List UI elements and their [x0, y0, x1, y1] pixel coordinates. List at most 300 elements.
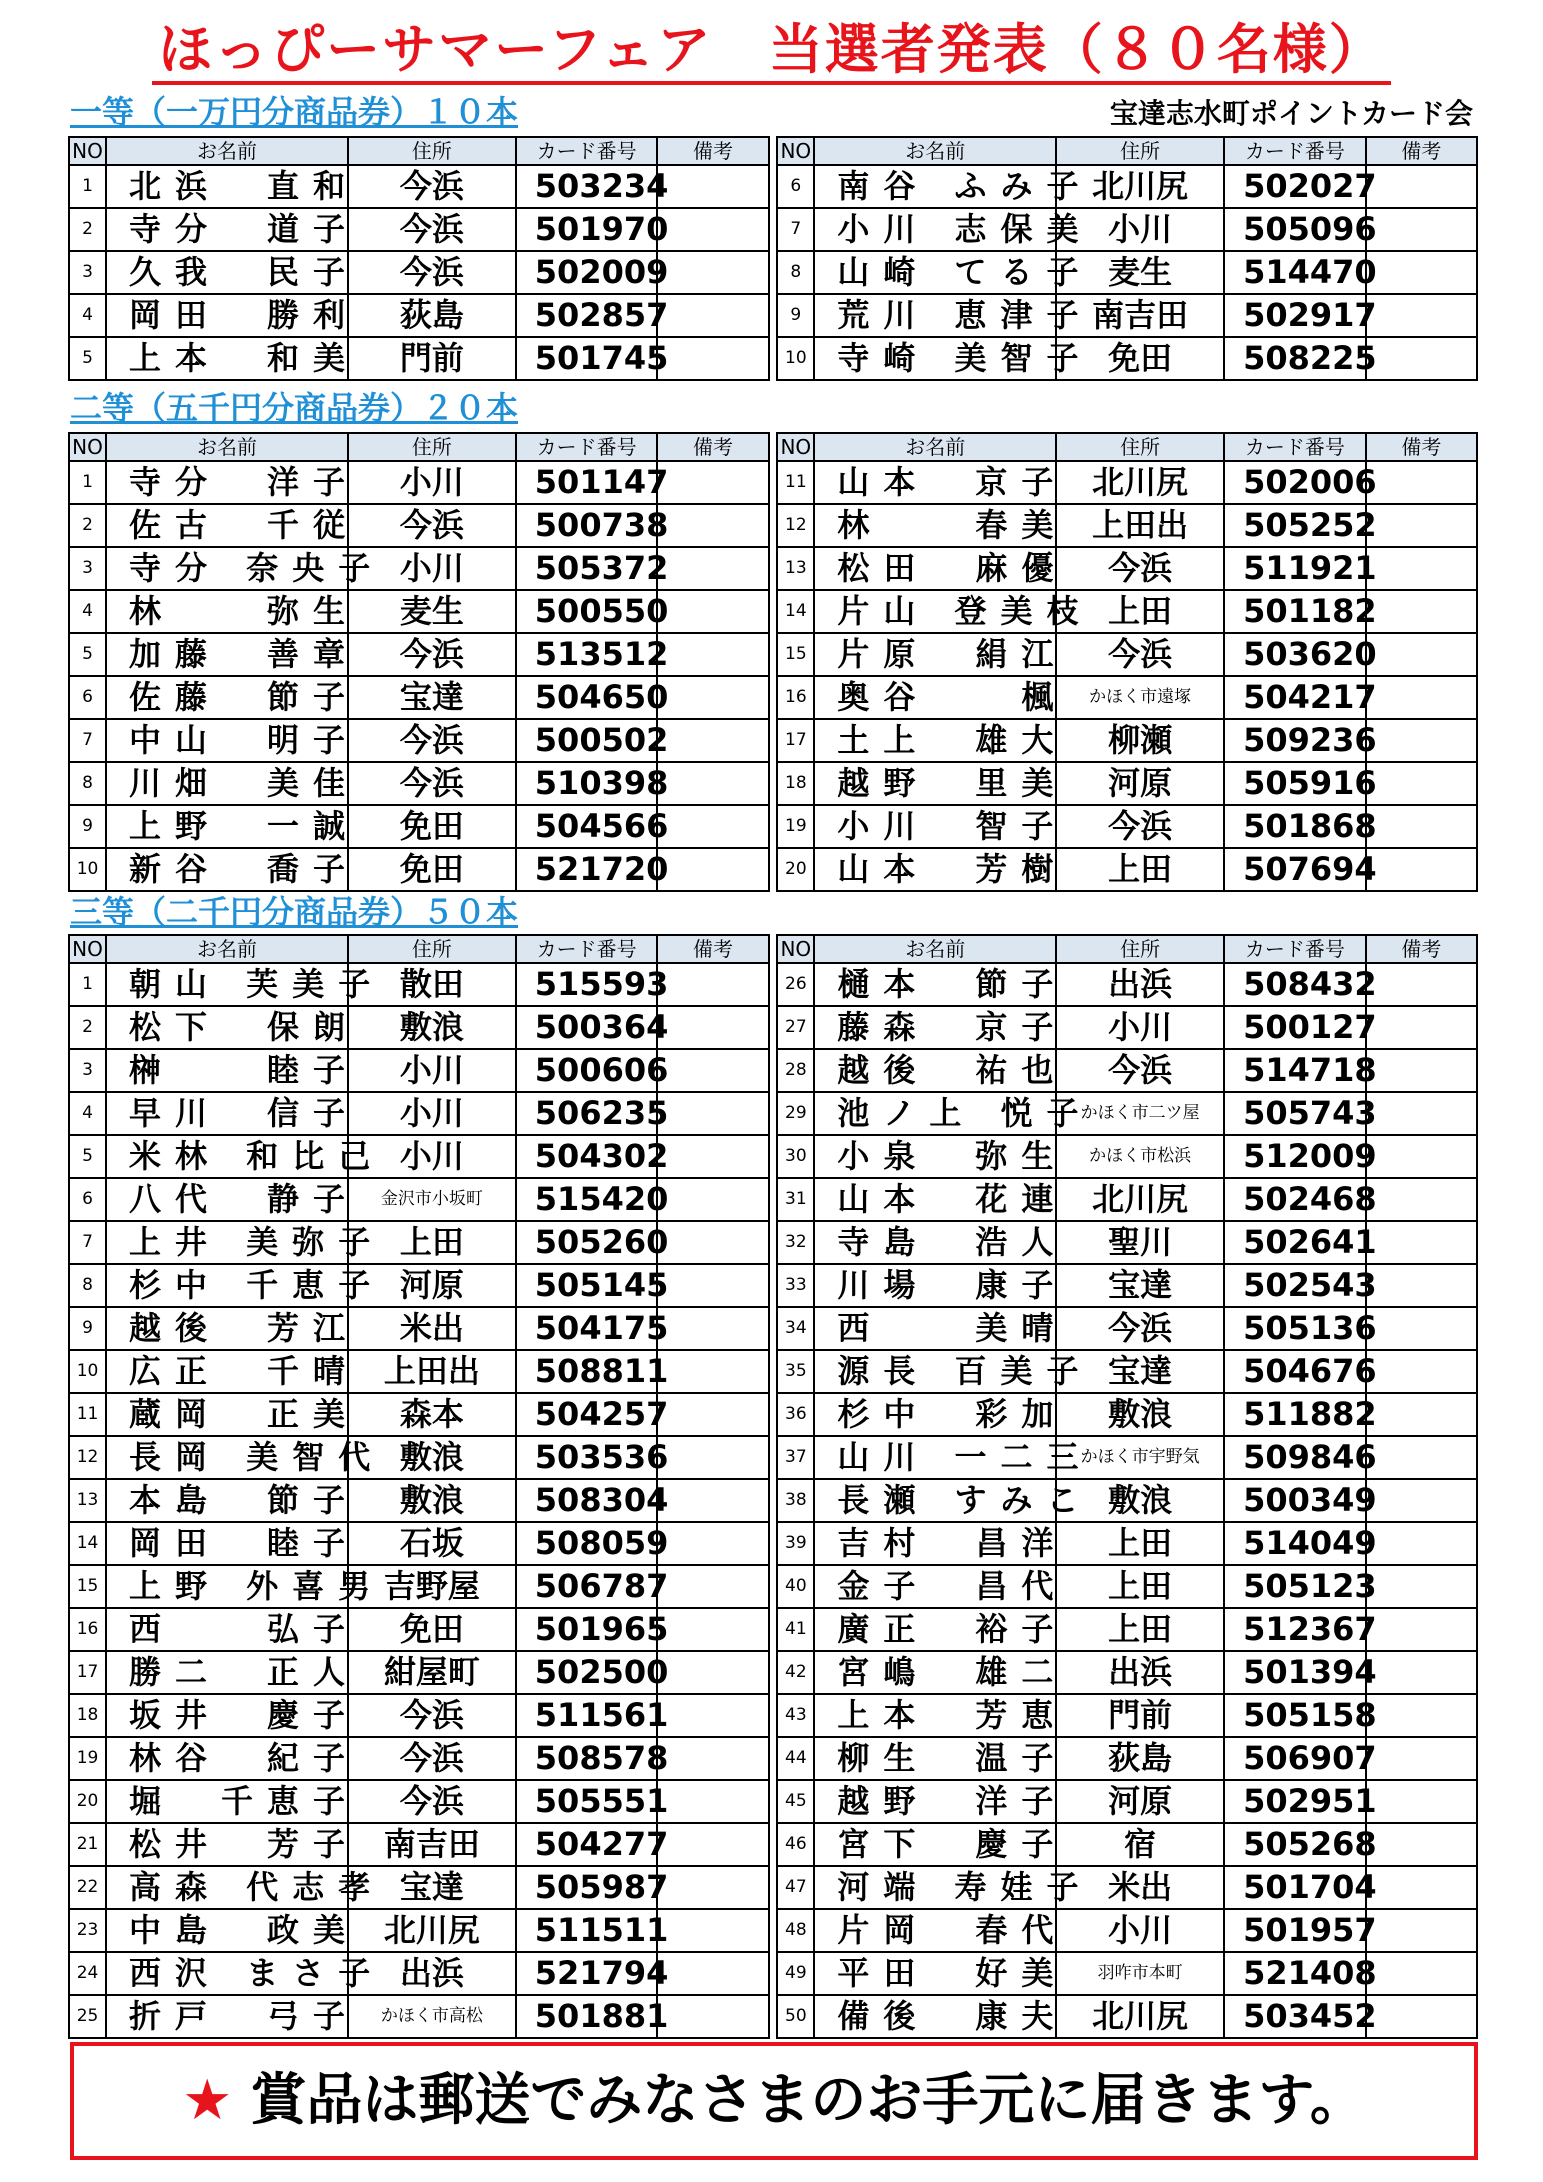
winner-note — [1366, 719, 1477, 762]
winner-note — [1366, 1952, 1477, 1995]
winner-address: 上田 — [1056, 1522, 1224, 1565]
table-row — [69, 762, 1477, 805]
winner-number: 33 — [777, 1264, 814, 1307]
winner-number: 44 — [777, 1737, 814, 1780]
winner-name: 佐藤 節子 — [106, 676, 348, 719]
winner-address: 門前 — [1056, 1694, 1224, 1737]
winner-name: 中島 政美 — [106, 1909, 348, 1952]
winner-name: 寺分 洋子 — [106, 461, 348, 504]
table-row — [69, 1780, 1477, 1823]
winner-note — [657, 1694, 768, 1737]
header-card: カード番号 — [516, 935, 658, 963]
winner-name: 松下 保朗 — [106, 1006, 348, 1049]
winner-address: 免田 — [1056, 337, 1224, 380]
winner-card-number: 511921 — [1224, 547, 1366, 590]
winner-number: 42 — [777, 1651, 814, 1694]
table-row — [69, 1350, 1477, 1393]
winner-card-number: 501147 — [516, 461, 658, 504]
winner-number: 20 — [777, 848, 814, 891]
winner-card-number: 505145 — [516, 1264, 658, 1307]
winner-address: 今浜 — [1056, 1307, 1224, 1350]
winner-name: 岡田 勝利 — [106, 294, 348, 337]
table-row — [69, 676, 1477, 719]
column-gap — [769, 1307, 778, 1350]
winner-address: 小川 — [348, 1135, 516, 1178]
delivery-notice — [70, 2042, 1478, 2160]
winner-address: 今浜 — [348, 165, 516, 208]
winner-note — [657, 1092, 768, 1135]
winner-number: 4 — [69, 294, 106, 337]
winner-name: 林 弥生 — [106, 590, 348, 633]
winner-number: 12 — [69, 1436, 106, 1479]
winner-card-number: 502917 — [1224, 294, 1366, 337]
winner-card-number: 505158 — [1224, 1694, 1366, 1737]
winner-note — [657, 1823, 768, 1866]
winner-card-number: 501965 — [516, 1608, 658, 1651]
winner-address: 今浜 — [348, 208, 516, 251]
winner-address: 荻島 — [348, 294, 516, 337]
winner-number: 3 — [69, 251, 106, 294]
table-row — [69, 805, 1477, 848]
header-no: NO — [777, 433, 814, 461]
winner-name: 河端 寿娃子 — [814, 1866, 1056, 1909]
winner-name: 奥谷 楓 — [814, 676, 1056, 719]
winner-note — [1366, 1866, 1477, 1909]
winner-address: 石坂 — [348, 1522, 516, 1565]
header-address: 住所 — [348, 433, 516, 461]
column-gap — [769, 461, 778, 504]
table-row — [69, 1995, 1477, 2038]
winner-address: 敷浪 — [1056, 1479, 1224, 1522]
winner-note — [657, 1952, 768, 1995]
winner-number: 1 — [69, 165, 106, 208]
header-no: NO — [777, 137, 814, 165]
winner-address: 敷浪 — [1056, 1393, 1224, 1436]
winner-name: 川畑 美佳 — [106, 762, 348, 805]
column-gap — [769, 1608, 778, 1651]
winner-name: 八代 静子 — [106, 1178, 348, 1221]
winner-address: 今浜 — [348, 504, 516, 547]
winner-note — [657, 461, 768, 504]
winner-card-number: 501868 — [1224, 805, 1366, 848]
winner-number: 46 — [777, 1823, 814, 1866]
winner-card-number: 505987 — [516, 1866, 658, 1909]
table-row — [69, 1522, 1477, 1565]
winner-number: 2 — [69, 1006, 106, 1049]
winner-number: 24 — [69, 1952, 106, 1995]
winner-address: 免田 — [348, 848, 516, 891]
winner-address: 米出 — [348, 1307, 516, 1350]
winner-address: 小川 — [1056, 1006, 1224, 1049]
header-address: 住所 — [1056, 935, 1224, 963]
winner-note — [1366, 1264, 1477, 1307]
winner-number: 5 — [69, 337, 106, 380]
winner-card-number: 505260 — [516, 1221, 658, 1264]
winner-name: 杉中 彩加 — [814, 1393, 1056, 1436]
section-heading-second-prize: 二等（五千円分商品券）２０本 — [70, 389, 519, 427]
winner-number: 27 — [777, 1006, 814, 1049]
winner-name: 岡田 睦子 — [106, 1522, 348, 1565]
column-gap — [769, 590, 778, 633]
winner-number: 8 — [69, 1264, 106, 1307]
column-gap — [769, 1479, 778, 1522]
table-row — [69, 547, 1477, 590]
winner-note — [1366, 504, 1477, 547]
winner-address: 敷浪 — [348, 1479, 516, 1522]
winner-name: 上井 美弥子 — [106, 1221, 348, 1264]
winner-note — [657, 1178, 768, 1221]
winner-address: 荻島 — [1056, 1737, 1224, 1780]
winner-number: 9 — [69, 805, 106, 848]
column-gap — [769, 963, 778, 1006]
winner-name: 南谷 ふみ子 — [814, 165, 1056, 208]
winner-card-number: 500606 — [516, 1049, 658, 1092]
winner-note — [1366, 848, 1477, 891]
winner-card-number: 514470 — [1224, 251, 1366, 294]
header-name: お名前 — [106, 935, 348, 963]
winner-note — [657, 805, 768, 848]
table-row — [69, 1866, 1477, 1909]
column-gap — [769, 547, 778, 590]
winner-name: 上野 外喜男 — [106, 1565, 348, 1608]
winner-address: 今浜 — [348, 1694, 516, 1737]
winner-address: 免田 — [348, 1608, 516, 1651]
winner-name: 坂井 慶子 — [106, 1694, 348, 1737]
winner-name: 山本 京子 — [814, 461, 1056, 504]
winner-name: 上本 芳恵 — [814, 1694, 1056, 1737]
winner-note — [657, 762, 768, 805]
winner-note — [1366, 1694, 1477, 1737]
winner-name: 源長 百美子 — [814, 1350, 1056, 1393]
winner-number: 5 — [69, 633, 106, 676]
winner-note — [657, 848, 768, 891]
winner-card-number: 501745 — [516, 337, 658, 380]
header-name: お名前 — [814, 935, 1056, 963]
table-row — [69, 1307, 1477, 1350]
winner-name: 川場 康子 — [814, 1264, 1056, 1307]
winner-name: 備後 康夫 — [814, 1995, 1056, 2038]
winner-card-number: 503452 — [1224, 1995, 1366, 2038]
winner-note — [657, 1737, 768, 1780]
table-header-row — [69, 935, 1477, 963]
winner-address: 宿 — [1056, 1823, 1224, 1866]
winner-number: 19 — [777, 805, 814, 848]
winner-address: 麦生 — [348, 590, 516, 633]
winners-table-second-prize — [68, 432, 1478, 892]
winner-note — [657, 1049, 768, 1092]
winner-number: 6 — [777, 165, 814, 208]
winner-note — [657, 1866, 768, 1909]
header-no: NO — [777, 935, 814, 963]
winner-note — [1366, 1178, 1477, 1221]
header-name: お名前 — [106, 433, 348, 461]
winner-number: 3 — [69, 547, 106, 590]
winner-card-number: 505096 — [1224, 208, 1366, 251]
table-row — [69, 208, 1477, 251]
organizer-name: 宝達志水町ポイントカード会 — [1109, 97, 1473, 130]
winner-card-number: 501704 — [1224, 1866, 1366, 1909]
winner-note — [1366, 633, 1477, 676]
winner-note — [657, 1221, 768, 1264]
winner-name: 寺分 奈央子 — [106, 547, 348, 590]
table-row — [69, 633, 1477, 676]
winner-name: 広正 千晴 — [106, 1350, 348, 1393]
winner-address: 宝達 — [348, 1866, 516, 1909]
winner-note — [657, 1479, 768, 1522]
winner-card-number: 500502 — [516, 719, 658, 762]
winner-number: 47 — [777, 1866, 814, 1909]
winner-address: 今浜 — [1056, 633, 1224, 676]
winner-number: 20 — [69, 1780, 106, 1823]
winner-address: かほく市宇野気 — [1056, 1436, 1224, 1479]
table-row — [69, 1092, 1477, 1135]
winner-note — [657, 1565, 768, 1608]
table-row — [69, 590, 1477, 633]
winner-address: 散田 — [348, 963, 516, 1006]
header-note: 備考 — [657, 433, 768, 461]
winner-address: 宝達 — [1056, 1264, 1224, 1307]
winner-address: 北川尻 — [1056, 1178, 1224, 1221]
winner-card-number: 505123 — [1224, 1565, 1366, 1608]
winner-number: 1 — [69, 461, 106, 504]
winner-note — [1366, 208, 1477, 251]
winner-name: 山川 一二三 — [814, 1436, 1056, 1479]
winner-number: 6 — [69, 676, 106, 719]
winner-note — [657, 165, 768, 208]
winner-number: 17 — [69, 1651, 106, 1694]
winner-note — [657, 719, 768, 762]
column-gap — [769, 633, 778, 676]
winner-number: 7 — [777, 208, 814, 251]
winner-card-number: 512367 — [1224, 1608, 1366, 1651]
winner-name: 山崎 てる子 — [814, 251, 1056, 294]
winner-card-number: 511882 — [1224, 1393, 1366, 1436]
winner-note — [1366, 1479, 1477, 1522]
winner-note — [657, 294, 768, 337]
winner-card-number: 508578 — [516, 1737, 658, 1780]
winner-card-number: 502857 — [516, 294, 658, 337]
winner-number: 14 — [69, 1522, 106, 1565]
winner-note — [657, 1651, 768, 1694]
winner-name: 越後 祐也 — [814, 1049, 1056, 1092]
winner-address: 北川尻 — [1056, 1995, 1224, 2038]
column-gap — [769, 1393, 778, 1436]
winner-name: 林谷 紀子 — [106, 1737, 348, 1780]
winner-address: 吉野屋 — [348, 1565, 516, 1608]
winner-number: 31 — [777, 1178, 814, 1221]
table-row — [69, 1178, 1477, 1221]
table-row — [69, 1135, 1477, 1178]
header-note: 備考 — [1366, 935, 1477, 963]
notice-text: 賞品は郵送でみなさまのお手元に届きます。 — [250, 2068, 1366, 2133]
winner-note — [657, 676, 768, 719]
winner-card-number: 515420 — [516, 1178, 658, 1221]
winner-card-number: 501881 — [516, 1995, 658, 2038]
winners-table-first-prize — [68, 136, 1478, 381]
winner-number: 7 — [69, 1221, 106, 1264]
winner-address: 小川 — [1056, 1909, 1224, 1952]
winner-number: 37 — [777, 1436, 814, 1479]
winner-card-number: 501182 — [1224, 590, 1366, 633]
winner-address: 敷浪 — [348, 1006, 516, 1049]
winner-card-number: 502468 — [1224, 1178, 1366, 1221]
winner-name: 折戸 弓子 — [106, 1995, 348, 2038]
winner-name: 片岡 春代 — [814, 1909, 1056, 1952]
winner-name: 荒川 恵津子 — [814, 294, 1056, 337]
column-gap — [769, 208, 778, 251]
winner-number: 34 — [777, 1307, 814, 1350]
winner-number: 30 — [777, 1135, 814, 1178]
winner-note — [657, 1264, 768, 1307]
winner-name: 加藤 善章 — [106, 633, 348, 676]
winner-name: 松田 麻優 — [814, 547, 1056, 590]
winner-note — [1366, 1350, 1477, 1393]
winner-card-number: 504650 — [516, 676, 658, 719]
winner-address: 今浜 — [1056, 805, 1224, 848]
winner-address: 宝達 — [1056, 1350, 1224, 1393]
column-gap — [769, 1006, 778, 1049]
header-card: カード番号 — [516, 137, 658, 165]
winner-card-number: 502500 — [516, 1651, 658, 1694]
winner-number: 50 — [777, 1995, 814, 2038]
winner-name: 藤森 京子 — [814, 1006, 1056, 1049]
winner-number: 16 — [777, 676, 814, 719]
winner-note — [657, 1780, 768, 1823]
winner-card-number: 505268 — [1224, 1823, 1366, 1866]
winner-card-number: 504277 — [516, 1823, 658, 1866]
winner-note — [1366, 1135, 1477, 1178]
winner-number: 23 — [69, 1909, 106, 1952]
winner-name: 杉中 千恵子 — [106, 1264, 348, 1307]
header-no: NO — [69, 935, 106, 963]
winner-card-number: 502009 — [516, 251, 658, 294]
header-address: 住所 — [1056, 137, 1224, 165]
winner-card-number: 521794 — [516, 1952, 658, 1995]
column-gap — [769, 1909, 778, 1952]
winner-card-number: 502006 — [1224, 461, 1366, 504]
winner-name: 平田 好美 — [814, 1952, 1056, 1995]
winner-number: 32 — [777, 1221, 814, 1264]
column-gap — [769, 1565, 778, 1608]
winner-note — [1366, 1307, 1477, 1350]
winner-name: 土上 雄大 — [814, 719, 1056, 762]
winner-name: 林 春美 — [814, 504, 1056, 547]
winner-note — [1366, 590, 1477, 633]
winner-card-number: 505372 — [516, 547, 658, 590]
winner-number: 11 — [69, 1393, 106, 1436]
winner-note — [1366, 1522, 1477, 1565]
winner-address: かほく市松浜 — [1056, 1135, 1224, 1178]
header-name: お名前 — [814, 433, 1056, 461]
winner-card-number: 508811 — [516, 1350, 658, 1393]
column-gap — [769, 1866, 778, 1909]
winner-note — [1366, 1436, 1477, 1479]
winner-note — [657, 1436, 768, 1479]
table-header-row — [69, 137, 1477, 165]
winner-address: 出浜 — [348, 1952, 516, 1995]
winner-card-number: 521408 — [1224, 1952, 1366, 1995]
winner-name: 新谷 喬子 — [106, 848, 348, 891]
winner-number: 17 — [777, 719, 814, 762]
winner-address: 河原 — [1056, 762, 1224, 805]
winner-card-number: 500738 — [516, 504, 658, 547]
winner-address: 上田 — [1056, 848, 1224, 891]
winner-name: 寺島 浩人 — [814, 1221, 1056, 1264]
winner-card-number: 505916 — [1224, 762, 1366, 805]
winner-address: 門前 — [348, 337, 516, 380]
winner-name: 長岡 美智代 — [106, 1436, 348, 1479]
winner-card-number: 500349 — [1224, 1479, 1366, 1522]
section-heading-third-prize: 三等（二千円分商品券）５０本 — [70, 893, 519, 931]
winner-note — [1366, 1737, 1477, 1780]
winner-address: 紺屋町 — [348, 1651, 516, 1694]
winner-name: 越野 里美 — [814, 762, 1056, 805]
winner-address: 出浜 — [1056, 1651, 1224, 1694]
winner-note — [1366, 165, 1477, 208]
winner-number: 9 — [777, 294, 814, 337]
winner-number: 7 — [69, 719, 106, 762]
winner-address: 今浜 — [348, 1780, 516, 1823]
winner-address: 上田 — [348, 1221, 516, 1264]
header-note: 備考 — [1366, 433, 1477, 461]
column-gap — [769, 1092, 778, 1135]
winner-name: 宮嶋 雄二 — [814, 1651, 1056, 1694]
winner-name: 寺崎 美智子 — [814, 337, 1056, 380]
winner-card-number: 503620 — [1224, 633, 1366, 676]
winner-note — [1366, 1780, 1477, 1823]
winner-number: 40 — [777, 1565, 814, 1608]
winner-card-number: 508059 — [516, 1522, 658, 1565]
winner-number: 21 — [69, 1823, 106, 1866]
header-name: お名前 — [814, 137, 1056, 165]
column-gap — [769, 294, 778, 337]
winner-number: 43 — [777, 1694, 814, 1737]
table-row — [69, 1393, 1477, 1436]
column-gap — [769, 1952, 778, 1995]
winner-note — [657, 1393, 768, 1436]
winner-note — [657, 547, 768, 590]
winner-note — [657, 251, 768, 294]
table-row — [69, 461, 1477, 504]
column-gap — [769, 433, 778, 461]
winner-card-number: 505252 — [1224, 504, 1366, 547]
column-gap — [769, 1823, 778, 1866]
column-gap — [769, 848, 778, 891]
winner-card-number: 504676 — [1224, 1350, 1366, 1393]
column-gap — [769, 1436, 778, 1479]
winner-address: 聖川 — [1056, 1221, 1224, 1264]
winner-name: 本島 節子 — [106, 1479, 348, 1522]
winner-name: 米林 和比己 — [106, 1135, 348, 1178]
winner-name: 宮下 慶子 — [814, 1823, 1056, 1866]
winner-name: 片山 登美枝 — [814, 590, 1056, 633]
winner-note — [657, 1135, 768, 1178]
winner-number: 16 — [69, 1608, 106, 1651]
winner-address: 上田出 — [1056, 504, 1224, 547]
winner-card-number: 509846 — [1224, 1436, 1366, 1479]
winner-note — [1366, 337, 1477, 380]
column-gap — [769, 762, 778, 805]
winner-note — [1366, 547, 1477, 590]
winner-address: 敷浪 — [348, 1436, 516, 1479]
winner-number: 10 — [777, 337, 814, 380]
column-gap — [769, 1221, 778, 1264]
table-row — [69, 1909, 1477, 1952]
winner-name: 小川 智子 — [814, 805, 1056, 848]
column-gap — [769, 1651, 778, 1694]
winner-number: 25 — [69, 1995, 106, 2038]
winner-name: 朝山 芙美子 — [106, 963, 348, 1006]
